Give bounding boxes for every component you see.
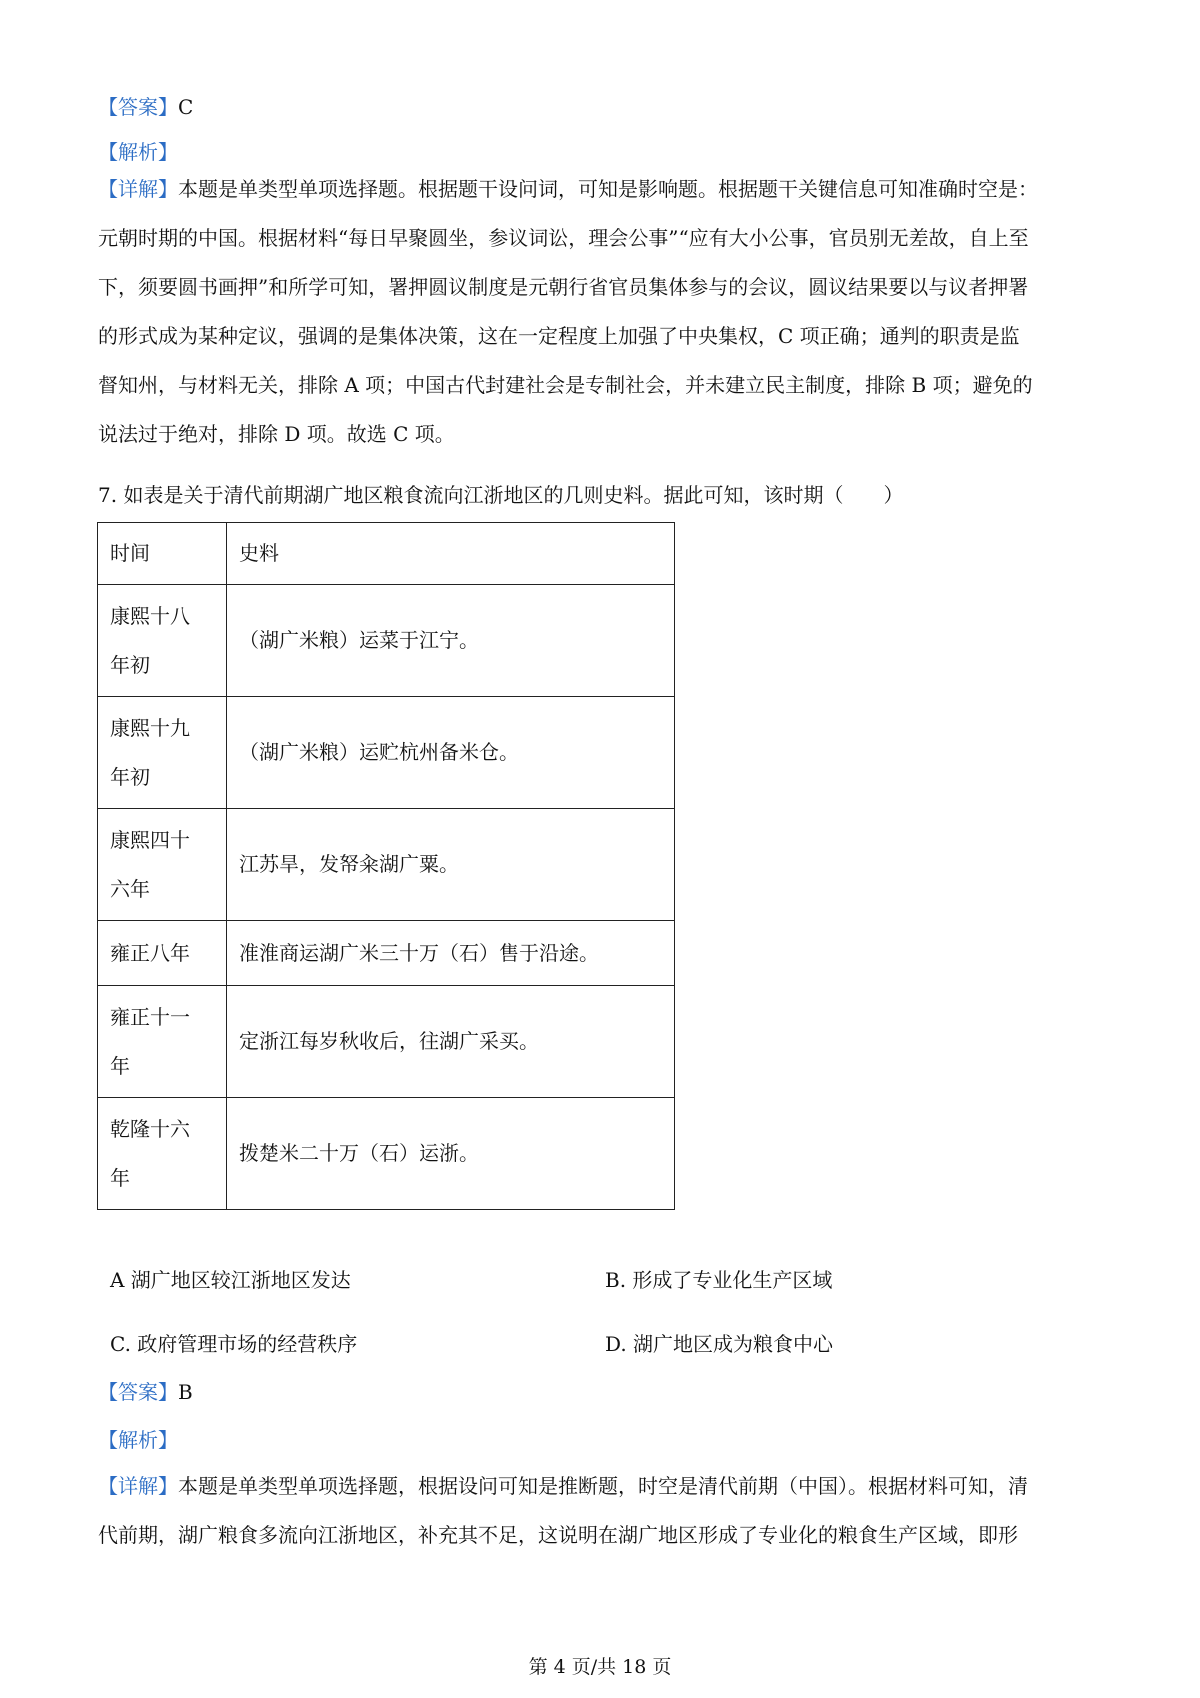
answer-tag: 【答案】 — [98, 1380, 178, 1404]
table-row: 康熙十九 年初 （湖广米粮）运贮杭州备米仓。 — [98, 697, 675, 809]
q6-answer — [98, 95, 193, 119]
table-row: 康熙十八 年初 （湖广米粮）运菜于江宁。 — [98, 585, 675, 697]
table-row: 乾隆十六 年 拨楚米二十万（石）运浙。 — [98, 1098, 675, 1210]
q6-analysis-tag: 【解析】 — [98, 140, 178, 164]
q7-analysis-tag: 【解析】 — [98, 1428, 178, 1452]
option-d: D. 湖广地区成为粮食中心 — [605, 1332, 834, 1356]
q7-stem: 7. 如表是关于清代前期湖广地区粮食流向江浙地区的几则史料。据此可知，该时期（ ） — [98, 483, 904, 507]
table-row: 雍正八年 准淮商运湖广米三十万（石）售于沿途。 — [98, 921, 675, 986]
option-a: A 湖广地区较江浙地区发达 — [110, 1268, 351, 1292]
q7-detail: 【详解】本题是单类型单项选择题，根据设问可知是推断题，时空是清代前期（中国）。根据材料可知，清 代前期，湖广粮食多流向江浙地区，补充其不足，这说明在湖广地区形成了专业化的粮食生产区域，即形 — [98, 1474, 1028, 1547]
table-header-source: 史料 — [227, 523, 675, 585]
table-header-time: 时间 — [98, 523, 227, 585]
detail-tag: 【详解】 — [98, 1474, 178, 1498]
answer-value: B — [178, 1380, 193, 1404]
table-row: 雍正十一 年 定浙江每岁秋收后，往湖广采买。 — [98, 986, 675, 1098]
detail-tag: 【详解】 — [98, 177, 178, 201]
source-table — [97, 522, 675, 1210]
q6-detail: 【详解】本题是单类型单项选择题。根据题干设问词，可知是影响题。根据题干关键信息可知准确时空是： 元朝时期的中国。根据材料“每日早聚圆坐，参议词讼，理会公事”“应有大小公事，官员别无差故，自上至 下，须要圆书画押”和所学可知，署押圆议制度是元朝行省官员集体参与的会议，圆议结果要以与议者押署 的形式成为某种定议，强调的是集体决策，这在一定程度上加强了中央集权，C 项正确；通判的职责是监 督知州，与材料无关，排除 A 项；中国古代封建社会是专制社会，并未建立民主制度，排除 B 项；避免的 说法过于绝对，排除 D 项。故选 C 项。 — [98, 177, 1038, 446]
option-b: B. 形成了专业化生产区域 — [605, 1268, 833, 1292]
page-footer: 第 4 页/共 18 页 — [528, 1656, 672, 1678]
answer-tag: 【答案】 — [98, 95, 178, 119]
q7-answer — [98, 1380, 193, 1404]
table-row: 康熙四十 六年 江苏旱，发帑籴湖广粟。 — [98, 809, 675, 921]
table-header-row — [98, 523, 675, 585]
option-c: C. 政府管理市场的经营秩序 — [110, 1332, 358, 1356]
answer-value: C — [178, 95, 194, 119]
